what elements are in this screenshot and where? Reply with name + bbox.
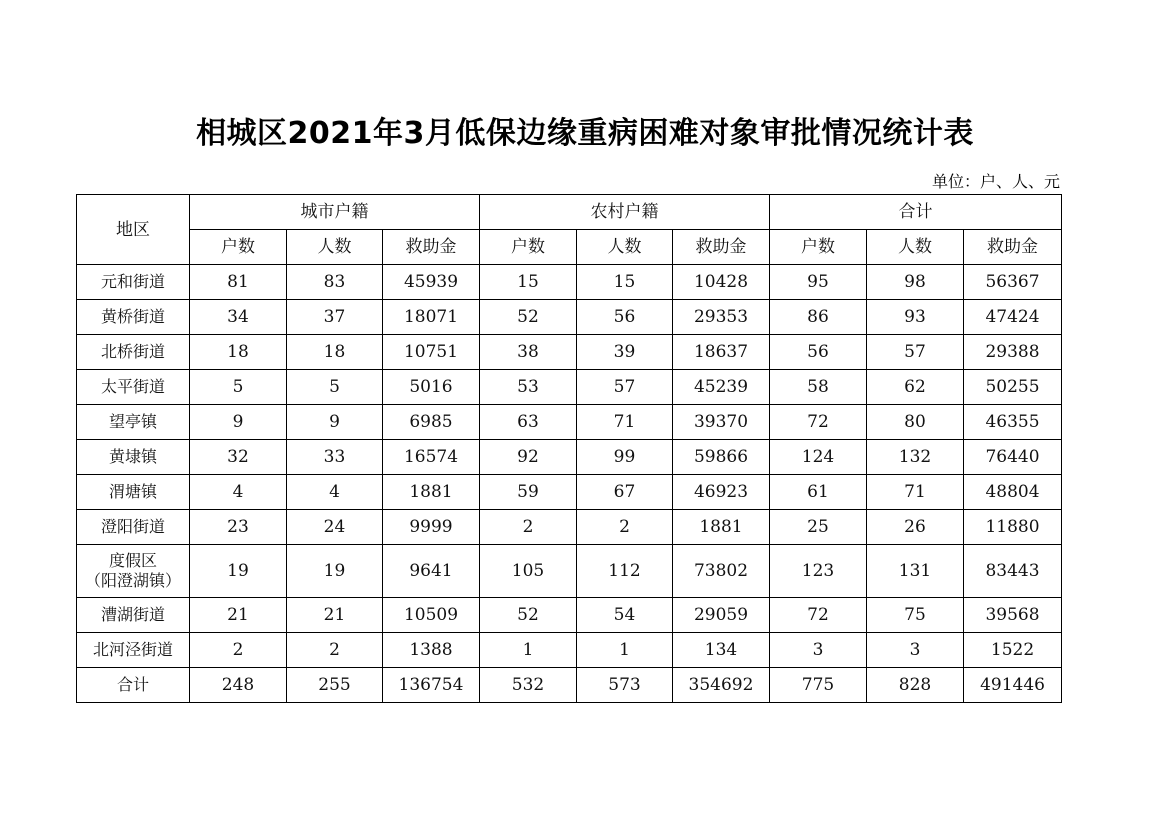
value-cell: 81 bbox=[190, 265, 287, 300]
value-cell: 18 bbox=[287, 335, 383, 370]
value-cell: 80 bbox=[867, 405, 964, 440]
value-cell: 99 bbox=[577, 440, 673, 475]
value-cell: 98 bbox=[867, 265, 964, 300]
value-cell: 47424 bbox=[964, 300, 1062, 335]
value-cell: 1 bbox=[577, 633, 673, 668]
region-name: 望亭镇 bbox=[108, 412, 157, 431]
total-value-cell: 573 bbox=[577, 668, 673, 703]
value-cell: 46923 bbox=[673, 475, 770, 510]
value-cell: 5016 bbox=[383, 370, 480, 405]
value-cell: 1522 bbox=[964, 633, 1062, 668]
header-sub-1: 人数 bbox=[287, 230, 383, 265]
value-cell: 46355 bbox=[964, 405, 1062, 440]
header-sub-5: 救助金 bbox=[673, 230, 770, 265]
value-cell: 72 bbox=[770, 405, 867, 440]
header-group-total: 合计 bbox=[770, 195, 1062, 230]
value-cell: 39370 bbox=[673, 405, 770, 440]
value-cell: 83 bbox=[287, 265, 383, 300]
value-cell: 62 bbox=[867, 370, 964, 405]
region-cell bbox=[77, 545, 190, 598]
value-cell: 123 bbox=[770, 545, 867, 598]
value-cell: 9641 bbox=[383, 545, 480, 598]
region-cell bbox=[77, 510, 190, 545]
value-cell: 56 bbox=[577, 300, 673, 335]
header-sub-3: 户数 bbox=[480, 230, 577, 265]
statistics-table bbox=[76, 194, 1062, 703]
value-cell: 9 bbox=[287, 405, 383, 440]
value-cell: 63 bbox=[480, 405, 577, 440]
value-cell: 39 bbox=[577, 335, 673, 370]
value-cell: 24 bbox=[287, 510, 383, 545]
table-row bbox=[77, 475, 1062, 510]
value-cell: 19 bbox=[287, 545, 383, 598]
value-cell: 48804 bbox=[964, 475, 1062, 510]
total-row bbox=[77, 668, 1062, 703]
header-sub-2: 救助金 bbox=[383, 230, 480, 265]
value-cell: 71 bbox=[577, 405, 673, 440]
value-cell: 73802 bbox=[673, 545, 770, 598]
value-cell: 32 bbox=[190, 440, 287, 475]
table-row bbox=[77, 405, 1062, 440]
table-row bbox=[77, 633, 1062, 668]
value-cell: 86 bbox=[770, 300, 867, 335]
value-cell: 112 bbox=[577, 545, 673, 598]
table-row bbox=[77, 265, 1062, 300]
value-cell: 134 bbox=[673, 633, 770, 668]
region-cell bbox=[77, 300, 190, 335]
value-cell: 21 bbox=[287, 598, 383, 633]
value-cell: 124 bbox=[770, 440, 867, 475]
value-cell: 18637 bbox=[673, 335, 770, 370]
value-cell: 1881 bbox=[383, 475, 480, 510]
total-value-cell: 136754 bbox=[383, 668, 480, 703]
value-cell: 18071 bbox=[383, 300, 480, 335]
total-value-cell: 828 bbox=[867, 668, 964, 703]
value-cell: 18 bbox=[190, 335, 287, 370]
value-cell: 10509 bbox=[383, 598, 480, 633]
value-cell: 71 bbox=[867, 475, 964, 510]
value-cell: 1388 bbox=[383, 633, 480, 668]
value-cell: 6985 bbox=[383, 405, 480, 440]
value-cell: 4 bbox=[190, 475, 287, 510]
value-cell: 39568 bbox=[964, 598, 1062, 633]
value-cell: 5 bbox=[287, 370, 383, 405]
header-group-rural: 农村户籍 bbox=[480, 195, 770, 230]
region-subname: （阳澄湖镇） bbox=[84, 571, 181, 590]
value-cell: 54 bbox=[577, 598, 673, 633]
value-cell: 2 bbox=[287, 633, 383, 668]
value-cell: 45939 bbox=[383, 265, 480, 300]
value-cell: 33 bbox=[287, 440, 383, 475]
region-name: 北河泾街道 bbox=[92, 640, 173, 659]
value-cell: 1 bbox=[480, 633, 577, 668]
region-cell bbox=[77, 598, 190, 633]
value-cell: 57 bbox=[577, 370, 673, 405]
region-name: 太平街道 bbox=[100, 377, 165, 396]
region-name: 黄桥街道 bbox=[100, 307, 165, 326]
region-name: 北桥街道 bbox=[100, 342, 165, 361]
total-label: 合计 bbox=[77, 668, 190, 703]
header-sub-0: 户数 bbox=[190, 230, 287, 265]
value-cell: 38 bbox=[480, 335, 577, 370]
region-name: 元和街道 bbox=[100, 272, 165, 291]
value-cell: 37 bbox=[287, 300, 383, 335]
table-row bbox=[77, 545, 1062, 598]
value-cell: 9 bbox=[190, 405, 287, 440]
value-cell: 29059 bbox=[673, 598, 770, 633]
value-cell: 3 bbox=[770, 633, 867, 668]
unit-note: 单位：户、人、元 bbox=[931, 172, 1060, 191]
total-value-cell: 248 bbox=[190, 668, 287, 703]
value-cell: 93 bbox=[867, 300, 964, 335]
total-value-cell: 775 bbox=[770, 668, 867, 703]
value-cell: 56 bbox=[770, 335, 867, 370]
value-cell: 10751 bbox=[383, 335, 480, 370]
region-cell bbox=[77, 265, 190, 300]
header-group-urban: 城市户籍 bbox=[190, 195, 480, 230]
value-cell: 52 bbox=[480, 598, 577, 633]
region-name: 黄埭镇 bbox=[108, 447, 157, 466]
value-cell: 67 bbox=[577, 475, 673, 510]
region-name: 澄阳街道 bbox=[100, 517, 165, 536]
value-cell: 25 bbox=[770, 510, 867, 545]
table-row bbox=[77, 335, 1062, 370]
value-cell: 29388 bbox=[964, 335, 1062, 370]
header-sub-6: 户数 bbox=[770, 230, 867, 265]
table-row bbox=[77, 300, 1062, 335]
value-cell: 5 bbox=[190, 370, 287, 405]
region-cell bbox=[77, 335, 190, 370]
region-cell bbox=[77, 370, 190, 405]
value-cell: 72 bbox=[770, 598, 867, 633]
value-cell: 56367 bbox=[964, 265, 1062, 300]
table-row bbox=[77, 598, 1062, 633]
value-cell: 75 bbox=[867, 598, 964, 633]
total-value-cell: 532 bbox=[480, 668, 577, 703]
region-name: 度假区 bbox=[108, 551, 157, 570]
value-cell: 59 bbox=[480, 475, 577, 510]
region-name: 漕湖街道 bbox=[100, 605, 165, 624]
header-sub-7: 人数 bbox=[867, 230, 964, 265]
total-value-cell: 491446 bbox=[964, 668, 1062, 703]
value-cell: 59866 bbox=[673, 440, 770, 475]
value-cell: 132 bbox=[867, 440, 964, 475]
table-row bbox=[77, 510, 1062, 545]
value-cell: 61 bbox=[770, 475, 867, 510]
value-cell: 2 bbox=[190, 633, 287, 668]
region-cell bbox=[77, 440, 190, 475]
value-cell: 57 bbox=[867, 335, 964, 370]
value-cell: 92 bbox=[480, 440, 577, 475]
value-cell: 29353 bbox=[673, 300, 770, 335]
value-cell: 9999 bbox=[383, 510, 480, 545]
value-cell: 50255 bbox=[964, 370, 1062, 405]
page-title: 相城区2021年3月低保边缘重病困难对象审批情况统计表 bbox=[196, 116, 974, 151]
value-cell: 45239 bbox=[673, 370, 770, 405]
total-value-cell: 255 bbox=[287, 668, 383, 703]
value-cell: 53 bbox=[480, 370, 577, 405]
value-cell: 95 bbox=[770, 265, 867, 300]
header-region: 地区 bbox=[77, 195, 190, 265]
region-name: 渭塘镇 bbox=[108, 482, 157, 501]
header-sub-8: 救助金 bbox=[964, 230, 1062, 265]
value-cell: 19 bbox=[190, 545, 287, 598]
value-cell: 15 bbox=[480, 265, 577, 300]
value-cell: 1881 bbox=[673, 510, 770, 545]
value-cell: 21 bbox=[190, 598, 287, 633]
value-cell: 26 bbox=[867, 510, 964, 545]
value-cell: 10428 bbox=[673, 265, 770, 300]
region-cell bbox=[77, 405, 190, 440]
value-cell: 131 bbox=[867, 545, 964, 598]
table-row bbox=[77, 370, 1062, 405]
value-cell: 83443 bbox=[964, 545, 1062, 598]
table-row bbox=[77, 440, 1062, 475]
value-cell: 76440 bbox=[964, 440, 1062, 475]
total-value-cell: 354692 bbox=[673, 668, 770, 703]
value-cell: 16574 bbox=[383, 440, 480, 475]
value-cell: 2 bbox=[480, 510, 577, 545]
value-cell: 23 bbox=[190, 510, 287, 545]
value-cell: 58 bbox=[770, 370, 867, 405]
region-cell bbox=[77, 633, 190, 668]
value-cell: 2 bbox=[577, 510, 673, 545]
value-cell: 105 bbox=[480, 545, 577, 598]
value-cell: 15 bbox=[577, 265, 673, 300]
value-cell: 52 bbox=[480, 300, 577, 335]
value-cell: 3 bbox=[867, 633, 964, 668]
header-sub-4: 人数 bbox=[577, 230, 673, 265]
value-cell: 11880 bbox=[964, 510, 1062, 545]
value-cell: 4 bbox=[287, 475, 383, 510]
value-cell: 34 bbox=[190, 300, 287, 335]
region-cell bbox=[77, 475, 190, 510]
